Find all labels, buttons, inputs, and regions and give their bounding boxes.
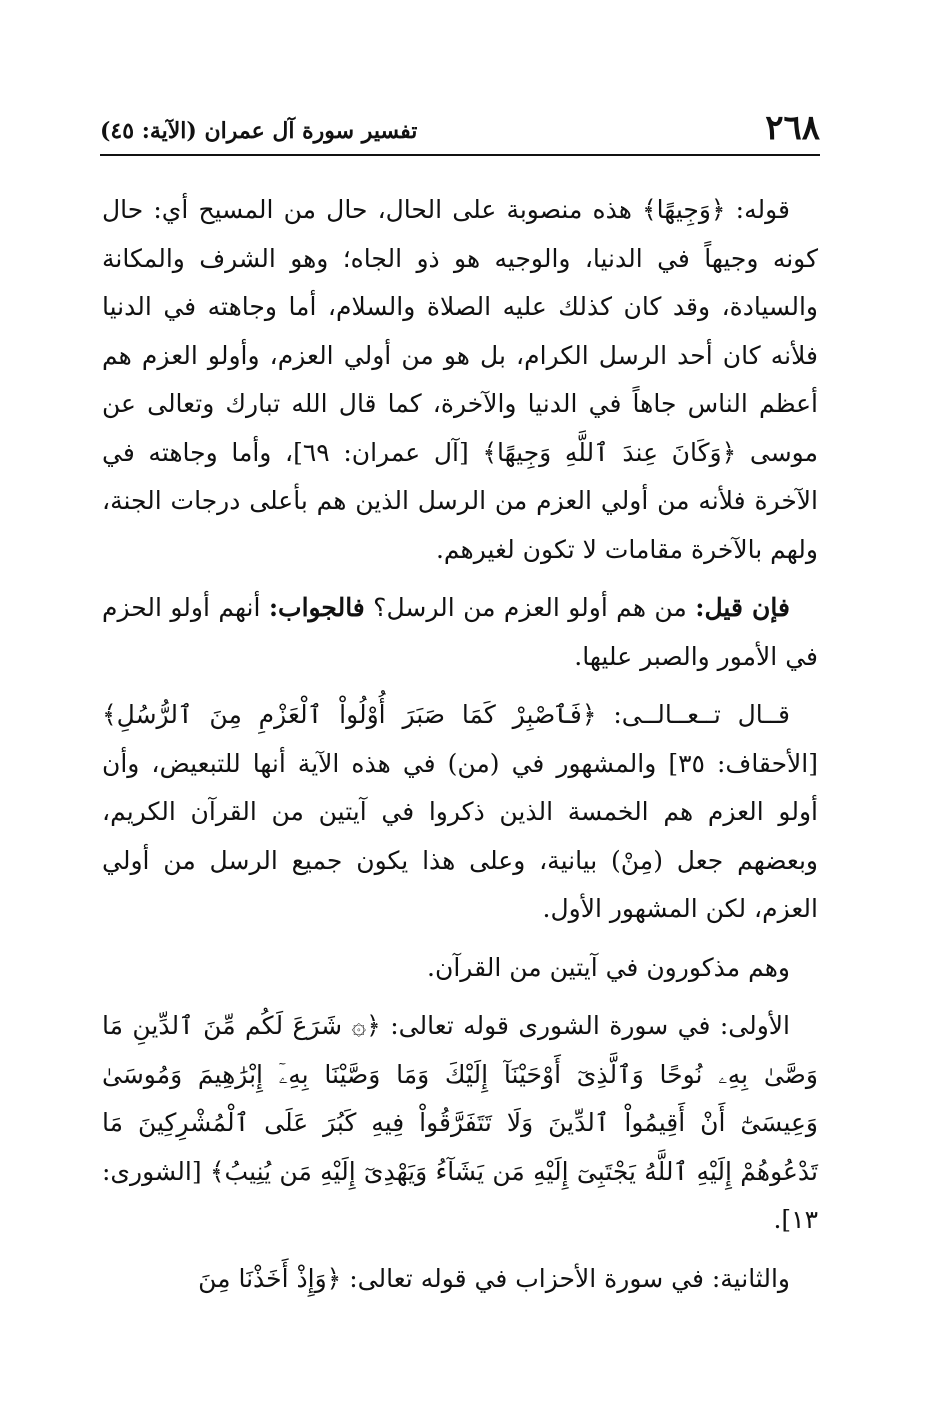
header-rule	[100, 154, 820, 156]
paragraph-two-verses: وهم مذكورون في آيتين من القرآن.	[427, 952, 790, 982]
answer-lead: فالجواب:	[268, 593, 365, 622]
paragraph-question	[102, 584, 818, 681]
paragraph-ahzab: والثانية: في سورة الأحزاب في قوله تعالى: ﴿وَإِذْ أَخَذْنَا مِنَ	[198, 1263, 790, 1293]
page-header	[100, 108, 820, 154]
question-text: من هم أولو العزم من الرسل؟	[364, 593, 696, 622]
page-number: ٢٦٨	[765, 108, 820, 148]
page-body	[102, 186, 818, 1313]
paragraph-wajih: قوله: ﴿وَجِيهًا﴾ هذه منصوبة على الحال، حال من المسيح أي: حال كونه وجيهاً في الدنيا، والوجيه هو ذو الجاه؛ وهو الشرف والمكانة والسيادة، وقد كان كذلك عليه الصلاة والسلام، أما وجاهته في الدنيا فلأنه كان أحد الرسل الكرام، بل هو من أولي العزم، وأولو العزم هم أعظم الناس جاهاً في الدنيا والآخرة، كما قال الله تبارك وتعالى عن موسى ﴿وَكَانَ عِندَ ٱللَّهِ وَجِيهًا﴾ [آل عمران: ٦٩]، وأما وجاهته في الآخرة فلأنه من أولي العزم من الرسل الذين هم بأعلى درجات الجنة، ولهم بالآخرة مقامات لا تكون لغيرهم.	[102, 195, 818, 564]
running-title: تفسير سورة آل عمران (الآية: ٤٥)	[100, 118, 418, 144]
paragraph-shura: الأولى: في سورة الشورى قوله تعالى: ﴿۞ شَرَعَ لَكُم مِّنَ ٱلدِّينِ مَا وَصَّىٰ بِهِۦ نُوحًا وَٱلَّذِىٓ أَوْحَيْنَآ إِلَيْكَ وَمَا وَصَّيْنَا بِهِۦٓ إِبْرَٰهِيمَ وَمُوسَىٰ وَعِيسَىٰٓ أَنْ أَقِيمُواْ ٱلدِّينَ وَلَا تَتَفَرَّقُواْ فِيهِ كَبُرَ عَلَى ٱلْمُشْرِكِينَ مَا تَدْعُوهُمْ إِلَيْهِ ٱللَّهُ يَجْتَبِىٓ إِلَيْهِ مَن يَشَآءُ وَيَهْدِىٓ إِلَيْهِ مَن يُنِيبُ﴾ [الشورى: ١٣].	[102, 1011, 818, 1234]
answer-text: أنهم أولو الحزم في الأمور والصبر عليها.	[102, 593, 818, 671]
paragraph-ahqaf: قــال تــعــالــى: ﴿فَٱصْبِرْ كَمَا صَبَرَ أُوْلُواْ ٱلْعَزْمِ مِنَ ٱلرُّسُلِ﴾ [الأحقاف: ٣٥] والمشهور في (من) في هذه الآية أنها للتبعيض، وأن أولو العزم هم الخمسة الذين ذكروا في آيتين من القرآن الكريم، وبعضهم جعل (مِنْ) بيانية، وعلى هذا يكون جميع الرسل من أولي العزم، لكن المشهور الأول.	[102, 700, 818, 923]
question-lead: فإن قيل:	[695, 593, 790, 622]
